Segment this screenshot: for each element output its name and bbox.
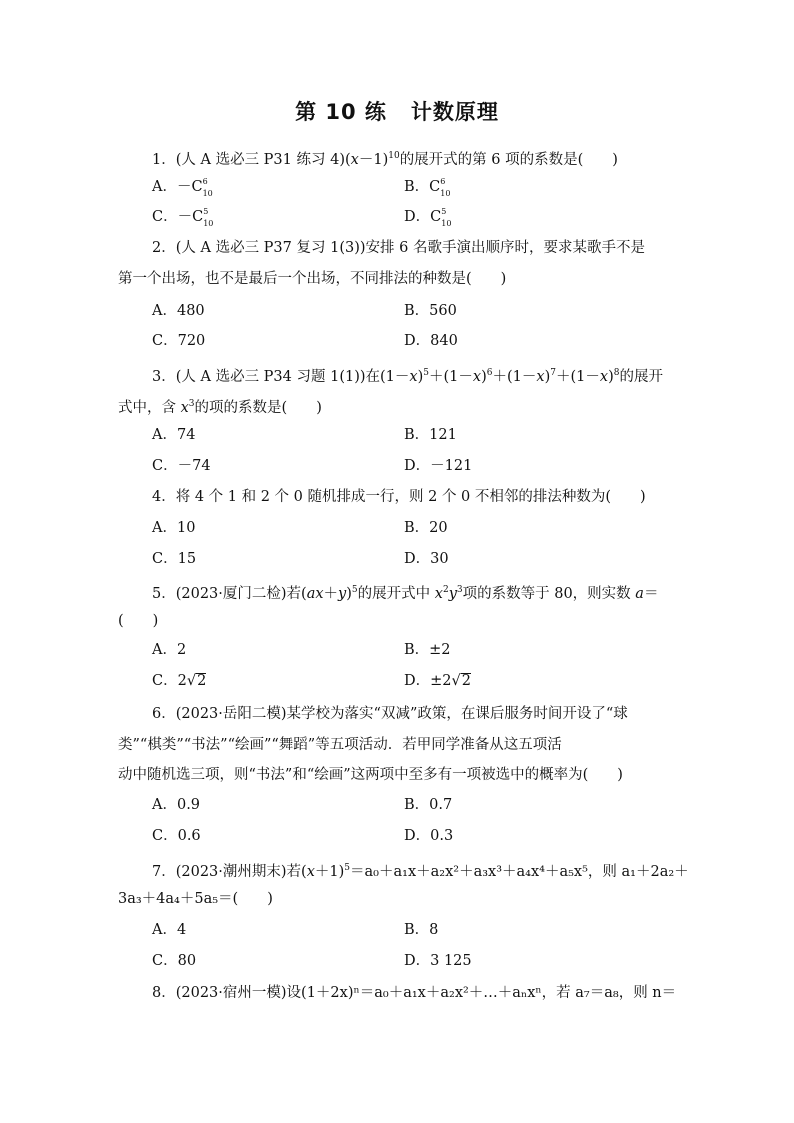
question-6-stem-line2: 类”“棋类”“书法”“绘画”“舞蹈”等五项活动．若甲同学准备从这五项活 bbox=[118, 737, 562, 753]
question-6-option-c[interactable]: C．0.6 bbox=[152, 828, 201, 844]
question-7-option-b[interactable]: B．8 bbox=[404, 922, 439, 938]
question-3-option-d[interactable]: D．－121 bbox=[404, 458, 473, 474]
title-number: 第 10 练 bbox=[295, 100, 387, 124]
title-text: 计数原理 bbox=[410, 100, 499, 124]
question-5-option-a[interactable]: A．2 bbox=[152, 642, 187, 658]
question-6-option-b[interactable]: B．0.7 bbox=[404, 797, 453, 813]
question-2-option-c[interactable]: C．720 bbox=[152, 333, 206, 349]
question-7-stem-line1: 7．(2023·潮州期末)若$(x+1)^5=a_0+a_1x+a_2x^2+a_3x^3+a_4x^4+a_5x^5$，则 a₁＋2a₂＋ bbox=[152, 863, 689, 880]
question-3-stem-line2: 式中，含 $x^3$的项的系数是( ) bbox=[118, 399, 322, 416]
question-4-option-d[interactable]: D．30 bbox=[404, 551, 449, 567]
question-1-option-d[interactable]: D．C 5 10 bbox=[404, 207, 452, 228]
sqrt-radicand: 2 bbox=[197, 673, 207, 689]
question-6-option-a[interactable]: A．0.9 bbox=[152, 797, 201, 813]
question-4-stem: 4．将 4 个 1 和 2 个 0 随机排成一行，则 2 个 0 不相邻的排法种数为( ) bbox=[152, 489, 646, 505]
sqrt-radicand: 2 bbox=[461, 673, 471, 689]
question-1-option-b[interactable]: B．C 6 10 bbox=[404, 177, 451, 198]
question-2-option-a[interactable]: A．480 bbox=[152, 303, 205, 319]
question-7-option-d[interactable]: D．3 125 bbox=[404, 953, 472, 969]
question-7-option-a[interactable]: A．4 bbox=[152, 922, 187, 938]
question-7-stem-line2: 3a₃＋4a₄＋5a₅＝( ) bbox=[118, 891, 273, 907]
question-7-option-c[interactable]: C．80 bbox=[152, 953, 197, 969]
question-4-option-c[interactable]: C．15 bbox=[152, 551, 197, 567]
question-3-stem-line1: 3．(人 A 选必三 P34 习题 1(1))在$(1-x)^5+(1-x)^6+(1-x)^7+(1-x)^8$的展开 bbox=[152, 368, 663, 385]
question-6-stem-line3: 动中随机选三项，则“书法”和“绘画”这两项中至多有一项被选中的概率为( ) bbox=[118, 767, 623, 783]
question-8-stem: 8．(2023·宿州一模)设(1＋2x)ⁿ＝a₀＋a₁x＋a₂x²＋…＋aₙxⁿ，若 a₇＝a₈，则 n＝ bbox=[152, 985, 677, 1001]
question-1-option-a[interactable]: A．－C 6 10 bbox=[152, 177, 213, 198]
question-5-stem-line2: ( ) bbox=[118, 613, 159, 629]
question-5-option-b[interactable]: B．±2 bbox=[404, 642, 451, 658]
question-6-option-d[interactable]: D．0.3 bbox=[404, 828, 454, 844]
question-3-option-c[interactable]: C．－74 bbox=[152, 458, 211, 474]
question-2-option-b[interactable]: B．560 bbox=[404, 303, 457, 319]
question-5-option-d[interactable]: D．±2√2 bbox=[404, 673, 471, 689]
question-4-option-b[interactable]: B．20 bbox=[404, 520, 448, 536]
page-title bbox=[0, 96, 794, 126]
question-5-option-c[interactable]: C．2√2 bbox=[152, 673, 207, 689]
question-5-stem-line1: 5．(2023·厦门二检)若$(ax+y)^5$的展开式中 $x^2y^3$项的系数等于 80，则实数 a＝ bbox=[152, 585, 659, 602]
question-3-option-b[interactable]: B．121 bbox=[404, 427, 457, 443]
question-1-option-c[interactable]: C．－C 5 10 bbox=[152, 207, 214, 228]
question-3-option-a[interactable]: A．74 bbox=[152, 427, 196, 443]
question-6-stem-line1: 6．(2023·岳阳二模)某学校为落实“双减”政策，在课后服务时间开设了“球 bbox=[152, 706, 628, 722]
question-4-option-a[interactable]: A．10 bbox=[152, 520, 196, 536]
question-1-stem: 1．(人 A 选必三 P31 练习 $4)(x-1)^{10}$的展开式的第 6 项的系数是( ) bbox=[152, 151, 618, 168]
question-2-option-d[interactable]: D．840 bbox=[404, 333, 458, 349]
question-2-stem-line1: 2．(人 A 选必三 P37 复习 1(3))安排 6 名歌手演出顺序时，要求某歌手不是 bbox=[152, 240, 645, 256]
question-2-stem-line2: 第一个出场，也不是最后一个出场，不同排法的种数是( ) bbox=[118, 271, 507, 287]
